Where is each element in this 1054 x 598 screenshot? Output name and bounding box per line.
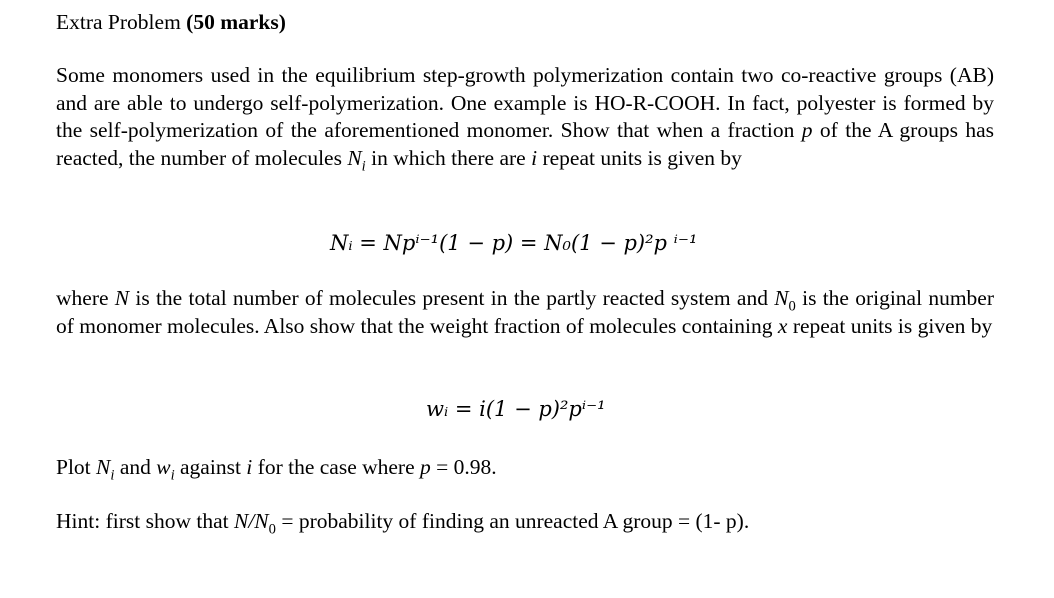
plot-text-d: for the case where	[252, 455, 421, 479]
variable-p: p	[801, 118, 813, 142]
hint-variable-N0: N	[254, 509, 269, 533]
plot-variable-N: N	[96, 455, 111, 479]
paragraph1-text-a: Some monomers used in the equilibrium step-growth polymerization contain two co-reactive groups (AB) and are able to undergo self-polymerization. One example is HO-R-COOH. In fact, polyester is formed by the self-polymerization of the aforementioned monomer. Show that when a fraction	[56, 63, 994, 142]
variable-N-total: N	[114, 286, 130, 310]
hint-text-a: Hint: first show that	[56, 509, 234, 533]
variable-i: i	[531, 145, 538, 170]
subscript-0: 0	[788, 298, 796, 315]
equation-weight-fraction: wᵢ = i(1 − p)²pⁱ⁻¹	[426, 397, 606, 421]
title-marks: (50 marks)	[186, 10, 286, 34]
problem-title	[56, 8, 286, 36]
paragraph1-text-b: of the A groups has reacted, the number of molecules	[56, 118, 994, 170]
title-prefix: Extra Problem	[56, 10, 187, 34]
hint-slash: /	[248, 509, 255, 533]
problem-paragraph-1	[56, 62, 994, 172]
plot-variable-i: i	[246, 455, 253, 479]
plot-text-e: = 0.98.	[430, 455, 497, 479]
paragraph1-text-c: in which there are	[365, 145, 532, 170]
plot-subscript-wi: i	[170, 467, 175, 484]
paragraph2-text-b: is the total number of molecules present in the partly reacted system and	[129, 286, 775, 310]
problem-paragraph-2	[56, 285, 994, 340]
variable-N: N	[347, 145, 362, 170]
plot-subscript-i: i	[110, 467, 115, 484]
hint-subscript-0: 0	[268, 521, 276, 538]
variable-x: x	[777, 313, 788, 338]
paragraph1-text-d: repeat units is given by	[537, 145, 742, 170]
subscript-i: i	[361, 157, 366, 174]
plot-text-c: against	[174, 455, 247, 479]
hint-variable-N: N	[233, 509, 249, 533]
hint-text-b: = probability of finding an unreacted A group = (1- p).	[275, 509, 750, 533]
paragraph2-text-a: where	[56, 286, 115, 310]
plot-variable-p: p	[420, 455, 431, 479]
hint-line	[56, 507, 750, 538]
variable-N0: N	[774, 286, 789, 310]
plot-text-a: Plot	[56, 455, 97, 479]
plot-instruction	[56, 453, 497, 484]
paragraph2-text-c: is the original number of monomer molecules. Also show that the weight fraction of molecules containing	[56, 286, 995, 338]
plot-text-b: and	[114, 455, 157, 479]
paragraph2-text-d: repeat units is given by	[787, 313, 993, 338]
equation-number-distribution: Nᵢ = Npⁱ⁻¹(1 − p) = N₀(1 − p)²p ⁱ⁻¹	[330, 231, 698, 255]
plot-variable-w: w	[156, 455, 171, 479]
